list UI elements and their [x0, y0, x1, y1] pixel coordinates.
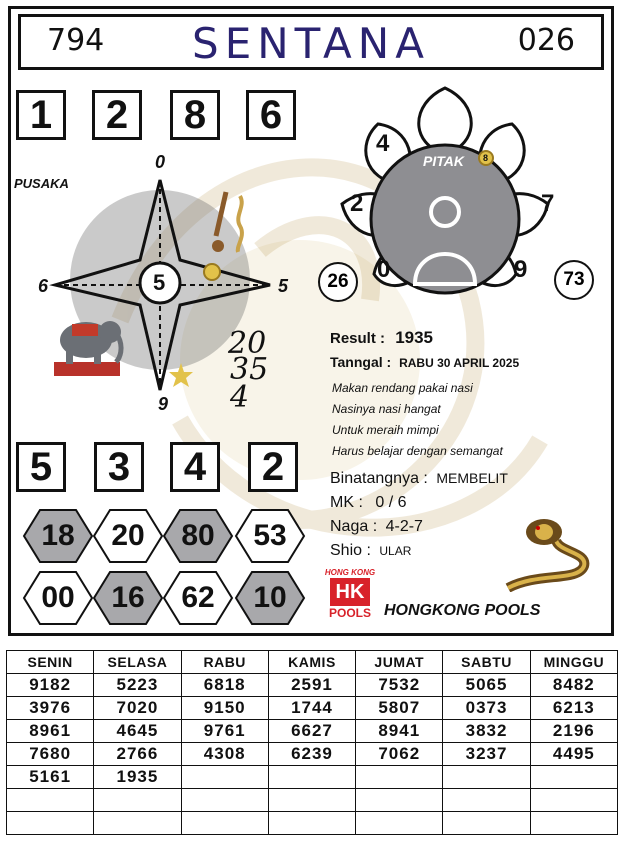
- binatang-label: Binatangnya :: [330, 470, 428, 487]
- table-cell: 6213: [530, 697, 617, 720]
- top-digit-2: 2: [92, 90, 142, 140]
- table-cell: 5161: [7, 766, 94, 789]
- header-right-number: 026: [517, 23, 575, 58]
- pantun-line-1: Makan rendang pakai nasi: [332, 381, 473, 395]
- table-cell: [268, 766, 355, 789]
- bottom-digit-2: 3: [94, 442, 144, 492]
- naga-value: 4-2-7: [385, 518, 423, 535]
- table-cell: 6627: [268, 720, 355, 743]
- table-cell: 2591: [268, 674, 355, 697]
- pitak-badge: 8: [483, 153, 489, 163]
- top-digit-4: 6: [246, 90, 296, 140]
- table-cell: [7, 789, 94, 812]
- hex-cell: [162, 570, 234, 626]
- table-cell: [181, 789, 268, 812]
- bottom-digit-3: 4: [170, 442, 220, 492]
- pantun-text: [332, 378, 503, 462]
- result-line: [330, 328, 433, 348]
- hex-cell: [92, 570, 164, 626]
- table-row: [7, 812, 618, 835]
- table-cell: 7020: [94, 697, 181, 720]
- table-row: [7, 697, 618, 720]
- table-row: [7, 720, 618, 743]
- hex-value: 10: [253, 581, 287, 614]
- column-header: MINGGU: [530, 651, 617, 674]
- petal-number-4: 9: [514, 256, 528, 283]
- table-cell: 2766: [94, 743, 181, 766]
- table-row: [7, 743, 618, 766]
- naga-line: [330, 518, 423, 536]
- date-value: RABU 30 APRIL 2025: [399, 356, 520, 370]
- table-cell: [356, 789, 443, 812]
- pantun-line-3: Untuk meraih mimpi: [332, 423, 439, 437]
- hex-value: 00: [41, 581, 75, 614]
- table-cell: 0373: [443, 697, 530, 720]
- table-cell: [181, 812, 268, 835]
- table-cell: 3976: [7, 697, 94, 720]
- hex-value: 18: [41, 519, 75, 552]
- column-header: KAMIS: [268, 651, 355, 674]
- table-cell: 9182: [7, 674, 94, 697]
- naga-label: Naga :: [330, 518, 378, 535]
- table-cell: 8941: [356, 720, 443, 743]
- table-cell: 6239: [268, 743, 355, 766]
- top-digit-3: 8: [170, 90, 220, 140]
- page-title: SENTANA: [192, 19, 430, 68]
- star-right-number: 5: [278, 276, 289, 296]
- table-cell: 4308: [181, 743, 268, 766]
- hex-cell: [234, 570, 306, 626]
- table-cell: [530, 789, 617, 812]
- table-cell: 2196: [530, 720, 617, 743]
- petal-number-1: 4: [376, 130, 390, 157]
- hex-value: 20: [111, 519, 145, 552]
- star-left-number: 6: [38, 276, 49, 296]
- table-cell: [530, 812, 617, 835]
- mk-value: 0 / 6: [375, 494, 407, 511]
- date-label: Tanngal :: [330, 354, 392, 370]
- hex-cell: [22, 570, 94, 626]
- table-cell: [268, 812, 355, 835]
- table-cell: 3237: [443, 743, 530, 766]
- pools-label: HONGKONG POOLS: [384, 602, 541, 619]
- table-header-row: [7, 651, 618, 674]
- mk-label: MK :: [330, 494, 363, 511]
- table-cell: 4495: [530, 743, 617, 766]
- star-center-number: 5: [153, 270, 166, 295]
- table-cell: 1744: [268, 697, 355, 720]
- binatang-value: MEMBELIT: [436, 470, 508, 486]
- cobra-icon: [498, 512, 594, 592]
- bottom-digit-1: 5: [16, 442, 66, 492]
- table-cell: 1935: [94, 766, 181, 789]
- table-cell: [94, 812, 181, 835]
- column-header: JUMAT: [356, 651, 443, 674]
- table-cell: 7680: [7, 743, 94, 766]
- table-row: [7, 789, 618, 812]
- table-cell: 7062: [356, 743, 443, 766]
- hex-cell: [22, 508, 94, 564]
- keris-icon: [196, 186, 266, 256]
- shio-label: Shio :: [330, 542, 371, 559]
- bottom-digit-4: 2: [248, 442, 298, 492]
- table-body: [7, 674, 618, 835]
- table-cell: [443, 789, 530, 812]
- star-icon: [168, 362, 194, 388]
- column-header: SABTU: [443, 651, 530, 674]
- star-bottom-number: 9: [158, 394, 169, 414]
- table-cell: 4645: [94, 720, 181, 743]
- table-cell: 7532: [356, 674, 443, 697]
- hk-logo-top-text: HONG KONG: [324, 568, 376, 577]
- table-cell: 9761: [181, 720, 268, 743]
- table-cell: 5807: [356, 697, 443, 720]
- table-cell: [356, 766, 443, 789]
- hex-value: 62: [181, 581, 215, 614]
- results-table: [6, 650, 618, 835]
- table-cell: 9150: [181, 697, 268, 720]
- hex-value: 53: [253, 519, 287, 552]
- mk-line: [330, 494, 406, 512]
- petal-number-2: 2: [350, 190, 364, 217]
- hk-logo-letters: HK: [330, 578, 370, 606]
- petal-number-5: 7: [541, 190, 555, 217]
- header-left-number: 794: [47, 23, 105, 58]
- table-cell: [181, 766, 268, 789]
- lotus-right-circle: 73: [554, 260, 594, 300]
- table-cell: 3832: [443, 720, 530, 743]
- column-header: SELASA: [94, 651, 181, 674]
- table-cell: [443, 812, 530, 835]
- pantun-line-2: Nasinya nasi hangat: [332, 402, 441, 416]
- petal-number-3: 0: [377, 256, 391, 283]
- table-row: [7, 766, 618, 789]
- table-cell: [94, 789, 181, 812]
- column-header: SENIN: [7, 651, 94, 674]
- table-cell: 5065: [443, 674, 530, 697]
- pitak-label: PITAK: [423, 153, 464, 169]
- hex-cell: [92, 508, 164, 564]
- star-top-number: 0: [155, 152, 166, 172]
- pusaka-label: PUSAKA: [14, 176, 69, 191]
- hex-value: 80: [181, 519, 215, 552]
- table-cell: [530, 766, 617, 789]
- lotus-left-circle: 26: [318, 262, 358, 302]
- date-line: [330, 354, 519, 370]
- binatang-line: [330, 470, 508, 488]
- table-cell: [443, 766, 530, 789]
- table-cell: 8482: [530, 674, 617, 697]
- table-cell: [7, 812, 94, 835]
- handwritten-number-1: 20: [228, 326, 267, 361]
- handwritten-number-3: 4: [230, 380, 250, 415]
- column-header: RABU: [181, 651, 268, 674]
- hex-cell: [162, 508, 234, 564]
- table-cell: 6818: [181, 674, 268, 697]
- result-value: 1935: [395, 328, 434, 347]
- header-bar: [18, 14, 604, 70]
- table-row: [7, 674, 618, 697]
- table-cell: [268, 789, 355, 812]
- hk-logo: [318, 568, 382, 624]
- hex-value: 16: [111, 581, 145, 614]
- handwritten-number-2: 35: [230, 352, 269, 387]
- table-cell: 8961: [7, 720, 94, 743]
- elephant-icon: [48, 306, 128, 380]
- shio-line: [330, 542, 411, 560]
- hex-cell: [234, 508, 306, 564]
- top-digit-1: 1: [16, 90, 66, 140]
- hk-logo-bottom-text: POOLS: [328, 606, 371, 620]
- shio-value: ULAR: [379, 544, 412, 558]
- result-label: Result :: [330, 330, 386, 347]
- table-cell: [356, 812, 443, 835]
- gold-coin-icon: [202, 262, 222, 282]
- pantun-line-4: Harus belajar dengan semangat: [332, 444, 503, 458]
- table-cell: 5223: [94, 674, 181, 697]
